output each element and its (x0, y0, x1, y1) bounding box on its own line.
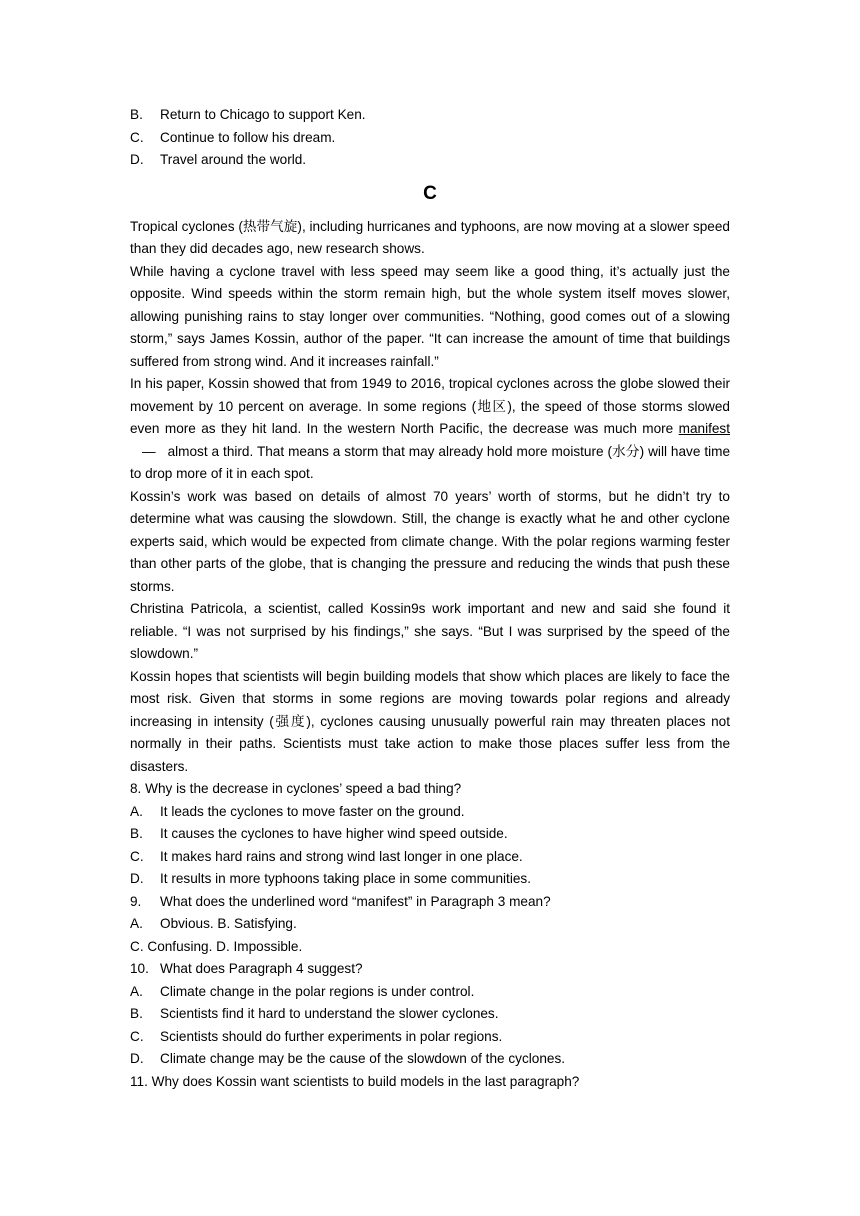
option-text: It leads the cyclones to move faster on the ground. (160, 803, 465, 819)
document-page (130, 104, 730, 1093)
q10-option-c (130, 1026, 730, 1049)
q8-option-a (130, 801, 730, 824)
option-label: D. (130, 152, 144, 167)
option-label: C. (130, 1028, 144, 1044)
option-text: Obvious. B. Satisfying. (160, 916, 297, 931)
em-dash: — (142, 443, 156, 459)
option-label: A. (130, 916, 143, 931)
passage-paragraph-2: While having a cyclone travel with less speed may seem like a good thing, it’s actually just the opposite. Wind speeds within the storm remain high, but the whole system itself moves slower, allowing punishing rains to stay longer over communities. “Nothing, good comes out of a slowing storm,” says James Kossin, author of the paper. “It can increase the amount of time that buildings suffered from strong wind. And it increases rainfall.” (130, 263, 730, 369)
option-label: C. (130, 848, 144, 864)
question-10 (130, 958, 730, 981)
q8-option-c (130, 846, 730, 869)
paragraph-3-intro: In his paper, Kossin showed that from 1949 to 2016, tropical cyclones across the globe slowed their movement by 10 percent on average. In some regions (地区), the speed of those storms slowed even more as they hit land. In the western North Pacific, the decrease was much more (130, 376, 730, 436)
option-text: Scientists should do further experiments in polar regions. (160, 1028, 503, 1044)
paragraph-3-rest: almost a third. That means a storm that may already hold more moisture (水分) will have time to drop more of it in each spot. (130, 443, 730, 481)
option-text: Continue to follow his dream. (160, 129, 336, 145)
passage-paragraph-5: Christina Patricola, a scientist, called Kossin9s work important and new and said she found it reliable. “I was not surprised by his findings,” she says. “But I was surprised by the speed of the slowdown.” (130, 601, 730, 661)
question-9 (130, 891, 730, 914)
option-label: B. (130, 107, 143, 122)
section-heading: C (423, 182, 437, 204)
prev-option-b (130, 104, 730, 127)
passage-paragraph-4: Kossin’s work was based on details of almost 70 years’ worth of storms, but he didn’t try to determine what was causing the slowdown. Still, the change is exactly what he and other cyclone experts said, which would be expected from climate change. With the polar regions warming fester than other parts of the globe, that is changing the pressure and reducing the winds that push these storms. (130, 488, 730, 594)
option-text: Climate change may be the cause of the slowdown of the cyclones. (160, 1051, 566, 1066)
option-text: Return to Chicago to support Ken. (160, 107, 366, 122)
prev-option-c (130, 127, 730, 150)
option-label: A. (130, 803, 143, 819)
question-8: 8. Why is the decrease in cyclones’ speed a bad thing? (130, 781, 462, 796)
question-number: 9. (130, 893, 142, 909)
option-label: D. (130, 871, 144, 886)
q8-option-d (130, 868, 730, 891)
prev-option-d (130, 149, 730, 172)
question-number: 10. (130, 961, 149, 976)
option-text: It causes the cyclones to have higher wind speed outside. (160, 826, 508, 841)
q10-option-a (130, 981, 730, 1004)
underlined-word: manifest (678, 421, 730, 436)
passage-paragraph-1: Tropical cyclones (热带气旋), including hurricanes and typhoons, are now moving at a slower speed than they did decades ago, new research shows. (130, 218, 730, 256)
option-text: Climate change in the polar regions is under control. (160, 983, 475, 999)
option-text: Travel around the world. (160, 152, 307, 167)
option-label: C. (130, 129, 144, 145)
q10-option-d (130, 1048, 730, 1071)
question-text: What does the underlined word “manifest” in Paragraph 3 mean? (160, 893, 551, 909)
question-text: What does Paragraph 4 suggest? (160, 961, 363, 976)
passage-paragraph-6: Kossin hopes that scientists will begin building models that show which places are likely to face the most risk. Given that storms in some regions are moving towards polar regions and already increasing in intensity (强度), cyclones causing unusually powerful rain may threaten places not normally in their paths. Scientists must take action to make those places suffer less from the disasters. (130, 668, 730, 774)
q10-option-b (130, 1003, 730, 1026)
option-label: A. (130, 983, 143, 999)
option-label: D. (130, 1051, 144, 1066)
option-text: It makes hard rains and strong wind last longer in one place. (160, 848, 523, 864)
passage-paragraph-3 (130, 373, 730, 486)
option-text: It results in more typhoons taking place in some communities. (160, 871, 531, 886)
option-label: B. (130, 826, 143, 841)
option-text: Scientists find it hard to understand the slower cyclones. (160, 1006, 499, 1021)
q8-option-b (130, 823, 730, 846)
question-11: 11. Why does Kossin want scientists to build models in the last paragraph? (130, 1073, 580, 1089)
option-label: B. (130, 1006, 143, 1021)
q9-options-line-1 (130, 913, 730, 936)
q9-options-line-2: C. Confusing. D. Impossible. (130, 938, 303, 954)
